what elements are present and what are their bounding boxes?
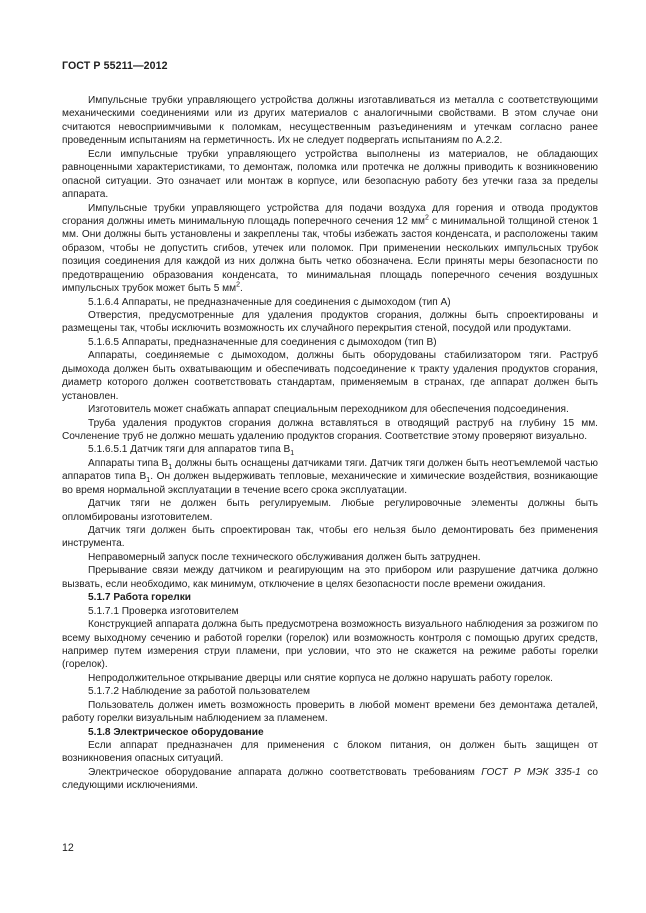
paragraph: Прерывание связи между датчиком и реагирующим на это прибором или разрушение датчика должно вызвать, если необходимо, как минимум, отключение в целях безопасности после времени ожидания. xyxy=(62,565,598,590)
paragraph: Датчик тяги не должен быть регулируемым. Любые регулировочные элементы должны быть опломбированы изготовителем. xyxy=(62,498,598,523)
paragraph: Труба удаления продуктов сгорания должна вставляться в отводящий раструб на глубину 15 мм. Сочленение труб не должно мешать удалению продуктов сгорания. Соответствие этому проверяют визуально. xyxy=(62,417,598,442)
section-heading: 5.1.6.5.1 Датчик тяги для аппаратов типа $B_1$ xyxy=(88,444,295,458)
paragraph: Непродолжительное открывание дверцы или снятие корпуса не должно нарушать работу горелок. xyxy=(88,672,553,684)
standard-reference: ГОСТ Р МЭК 335-1 xyxy=(481,766,581,778)
paragraph: Неправомерный запуск после технического обслуживания должен быть затруднен. xyxy=(88,551,481,563)
paragraph: Аппараты типа $B_1$ должны быть оснащены датчиками тяги. Датчик тяги должен быть неотъемлемой частью аппаратов типа $B_1$. Он должен выдерживать тепловые, механические и химические воздействия, возникающие во время нормальной эксплуатации в течение всего срока эксплуатации. xyxy=(62,457,598,496)
section-heading-bold: 5.1.7 Работа горелки xyxy=(88,592,191,604)
paragraph: Если импульсные трубки управляющего устройства выполнены из материалов, не обладающих равноценными характеристиками, то демонтаж, поломка или протечка не должны приводить к возникновению опасной ситуации. Это означает или монтаж в корпусе, или безопасную работу без утечки газа за пределы аппарата. xyxy=(62,148,598,201)
paragraph: Датчик тяги должен быть спроектирован так, чтобы его нельзя было демонтировать без применения инструмента. xyxy=(62,525,598,550)
section-heading: 5.1.7.2 Наблюдение за работой пользователем xyxy=(88,686,310,698)
paragraph: Отверстия, предусмотренные для удаления продуктов сгорания, должны быть спроектированы и размещены так, чтобы исключить возможность их случайного перекрытия стеной, посудой или продуктами. xyxy=(62,310,598,335)
document-header: ГОСТ Р 55211—2012 xyxy=(62,60,168,72)
paragraph: Электрическое оборудование аппарата должно соответствовать требованиям ГОСТ Р МЭК 335-1 со следующими исключениями. xyxy=(62,766,598,792)
paragraph: Пользователь должен иметь возможность проверить в любой момент времени без демонтажа деталей, работу горелки визуальным наблюдением за пламенем. xyxy=(62,699,598,725)
paragraph: Изготовитель может снабжать аппарат специальным переходником для обеспечения подсоединения. xyxy=(88,404,569,416)
paragraph: Если аппарат предназначен для применения с блоком питания, он должен быть защищен от возникновения опасных ситуаций. xyxy=(62,740,598,765)
paragraph: Импульсные трубки управляющего устройства для подачи воздуха для горения и отвода продуктов сгорания должны иметь минимальную площадь поперечного сечения 12 $мм^2$ с минимальной толщиной стенок 1 мм. Они должны быть установлены и закреплены так, чтобы избежать застоя конденсата, и расположены таким образом, чтобы не допустить сгибов, утечек или поломок. При применении нескольких импульсных трубок позиция соединения для каждой из них должна быть четко обозначена. Если приняты меры безопасности по предотвращению образования конденсата, то минимальная площадь поперечного сечения воздушных импульсных трубок может быть 5 $мм^2$. xyxy=(62,202,598,295)
paragraph: Импульсные трубки управляющего устройства должны изготавливаться из металла с соответствующими механическими соединениями или из других материалов с аналогичными свойствами. В этом случае они считаются невосприимчивыми к поломкам, несущественным разъединениям и утечкам согласно ранее проведенным испытаниям на герметичность. Их не следует подвергать испытаниям по А.2.2. xyxy=(62,95,598,147)
document-body xyxy=(62,94,598,793)
section-heading: 5.1.6.4 Аппараты, не предназначенные для соединения с дымоходом (тип А) xyxy=(88,296,451,308)
paragraph: Конструкцией аппарата должна быть предусмотрена возможность визуального наблюдения за розжигом по всему выходному сечению и работой горелки (горелок) или возможность контроля с помощью других средств, например путем измерения струи пламени, при условии, что это не скажется на режиме работы горелки (горелок). xyxy=(62,619,598,671)
paragraph: Аппараты, соединяемые с дымоходом, должны быть оборудованы стабилизатором тяги. Раструб дымохода должен быть охватывающим и обеспечивать подсоединение к тракту удаления продуктов сгорания, диаметр которого должен соответствовать стандартам, применяемым в странах, где аппарат должен быть установлен. xyxy=(62,350,598,402)
section-heading-bold: 5.1.8 Электрическое оборудование xyxy=(88,726,264,738)
section-heading: 5.1.7.1 Проверка изготовителем xyxy=(88,605,239,617)
page-number: 12 xyxy=(62,842,74,854)
section-heading: 5.1.6.5 Аппараты, предназначенные для соединения с дымоходом (тип В) xyxy=(88,336,437,348)
